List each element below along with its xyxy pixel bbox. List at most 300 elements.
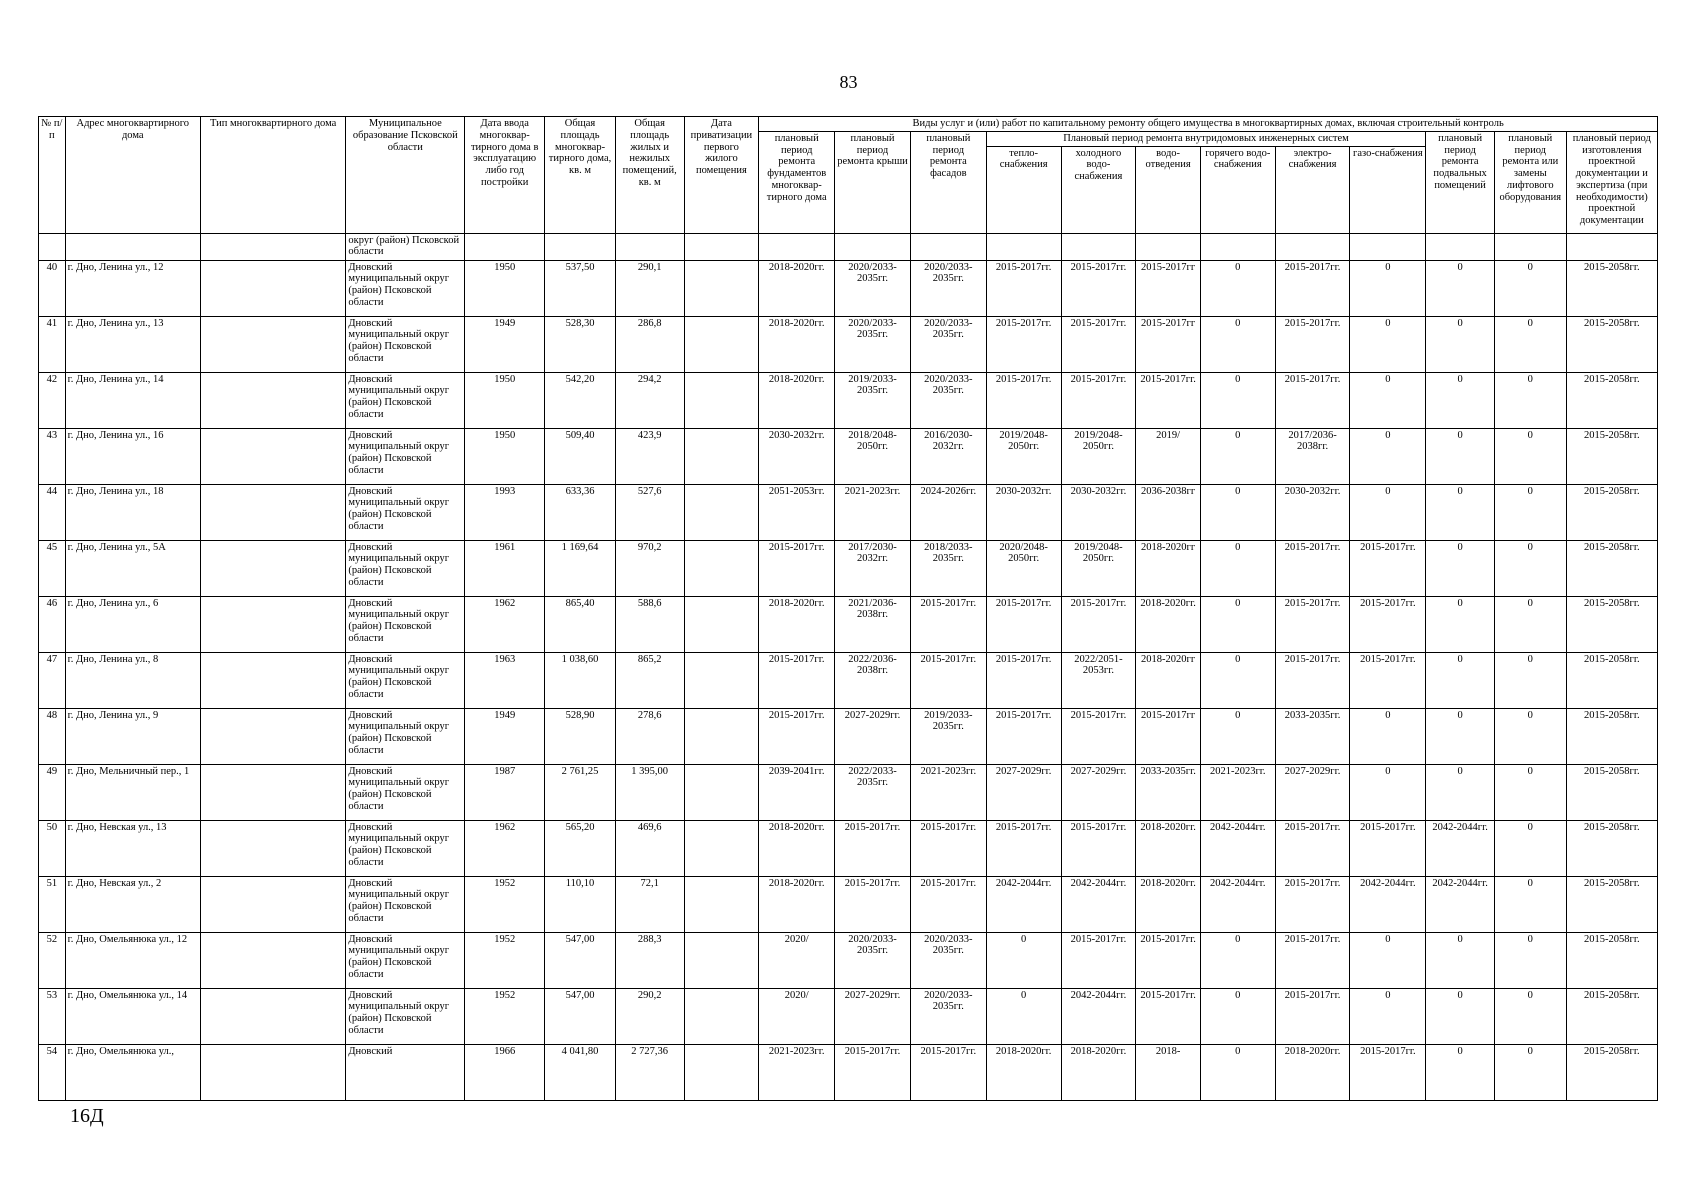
cell-living-area: 278,6	[615, 708, 684, 764]
cell-address: г. Дно, Ленина ул., 13	[65, 316, 200, 372]
cell-address: г. Дно, Ленина ул., 12	[65, 260, 200, 316]
cell-year: 1962	[465, 820, 545, 876]
cell-heat: 0	[986, 988, 1061, 1044]
cell-gas: 0	[1350, 708, 1426, 764]
cell-roof: 2020/2033-2035гг.	[835, 932, 911, 988]
cell-heat: 2015-2017гг.	[986, 596, 1061, 652]
cell-year: 1987	[465, 764, 545, 820]
cell-privatization	[684, 932, 759, 988]
col-gas: газо-снабжения	[1350, 146, 1426, 233]
cell-facade: 2015-2017гг.	[910, 1044, 986, 1100]
cell-lift: 0	[1494, 260, 1566, 316]
cell-facade: 2015-2017гг.	[910, 876, 986, 932]
cell-basement: 0	[1426, 652, 1495, 708]
table-row	[39, 652, 1658, 708]
cell-num: 51	[39, 876, 66, 932]
engineering-group-header: Плановый период ремонта внутридомовых инженерных систем	[986, 131, 1426, 146]
cell-design: 2015-2058гг.	[1566, 876, 1657, 932]
table-row	[39, 372, 1658, 428]
table-row	[39, 484, 1658, 540]
cell-heat: 2019/2048-2050гг.	[986, 428, 1061, 484]
cell-municipality: Дновский муниципальный округ (район) Псковской области	[346, 876, 465, 932]
works-group-header: Виды услуг и (или) работ по капитальному ремонту общего имущества в многоквартирных домах, включая строительный контроль	[759, 117, 1658, 132]
cell-hot-water: 0	[1200, 260, 1275, 316]
cell-address: г. Дно, Ленина ул., 5А	[65, 540, 200, 596]
cell-design: 2015-2058гг.	[1566, 652, 1657, 708]
col-type: Тип многоквартирного дома	[200, 117, 346, 234]
cell-type	[200, 540, 346, 596]
cell-hot-water: 2042-2044гг.	[1200, 876, 1275, 932]
cell-living-area: 970,2	[615, 540, 684, 596]
cell-basement: 2042-2044гг.	[1426, 820, 1495, 876]
table-row	[39, 876, 1658, 932]
cell-num: 41	[39, 316, 66, 372]
cell-facade: 2021-2023гг.	[910, 764, 986, 820]
cell-living-area: 588,6	[615, 596, 684, 652]
cell-roof: 2020/2033-2035гг.	[835, 316, 911, 372]
cell-foundation: 2020/	[759, 932, 835, 988]
cell-electric: 2015-2017гг.	[1275, 372, 1350, 428]
cell-lift: 0	[1494, 596, 1566, 652]
cell-electric: 2015-2017гг.	[1275, 652, 1350, 708]
cell-foundation: 2018-2020гг.	[759, 596, 835, 652]
cell-year: 1962	[465, 596, 545, 652]
cell-gas: 0	[1350, 372, 1426, 428]
cell-roof: 2021/2036-2038гг.	[835, 596, 911, 652]
cell-cold-water: 2015-2017гг.	[1061, 260, 1136, 316]
continuation-municipality: округ (район) Псковской области	[346, 233, 465, 260]
cell-living-area: 2 727,36	[615, 1044, 684, 1100]
cell-heat: 2015-2017гг.	[986, 708, 1061, 764]
cell-num: 40	[39, 260, 66, 316]
cell-electric: 2015-2017гг.	[1275, 260, 1350, 316]
cell-cold-water: 2018-2020гг.	[1061, 1044, 1136, 1100]
cell-facade: 2024-2026гг.	[910, 484, 986, 540]
cell-sewer: 2018-2020гг.	[1136, 820, 1201, 876]
cell-privatization	[684, 428, 759, 484]
table-row	[39, 932, 1658, 988]
cell-sewer: 2018-2020гг	[1136, 540, 1201, 596]
col-facade: плановый период ремонта фасадов	[910, 131, 986, 233]
cell-hot-water: 0	[1200, 708, 1275, 764]
cell-municipality: Дновский муниципальный округ (район) Псковской области	[346, 484, 465, 540]
cell-privatization	[684, 708, 759, 764]
cell-lift: 0	[1494, 988, 1566, 1044]
cell-electric: 2015-2017гг.	[1275, 540, 1350, 596]
cell-municipality: Дновский муниципальный округ (район) Псковской области	[346, 540, 465, 596]
cell-municipality: Дновский муниципальный округ (район) Псковской области	[346, 652, 465, 708]
col-cold-water: холодного водо-снабжения	[1061, 146, 1136, 233]
cell-privatization	[684, 260, 759, 316]
table-row	[39, 316, 1658, 372]
table-row	[39, 988, 1658, 1044]
cell-cold-water: 2015-2017гг.	[1061, 820, 1136, 876]
cell-privatization	[684, 540, 759, 596]
cell-roof: 2015-2017гг.	[835, 876, 911, 932]
cell-municipality: Дновский муниципальный округ (район) Псковской области	[346, 764, 465, 820]
cell-foundation: 2018-2020гг.	[759, 260, 835, 316]
col-municipality: Муниципальное образование Псковской области	[346, 117, 465, 234]
cell-municipality: Дновский муниципальный округ (район) Псковской области	[346, 820, 465, 876]
cell-type	[200, 260, 346, 316]
cell-living-area: 423,9	[615, 428, 684, 484]
cell-address: г. Дно, Невская ул., 2	[65, 876, 200, 932]
table-row	[39, 428, 1658, 484]
cell-roof: 2019/2033-2035гг.	[835, 372, 911, 428]
cell-roof: 2022/2036-2038гг.	[835, 652, 911, 708]
cell-basement: 2042-2044гг.	[1426, 876, 1495, 932]
cell-living-area: 286,8	[615, 316, 684, 372]
cell-lift: 0	[1494, 764, 1566, 820]
cell-cold-water: 2042-2044гг.	[1061, 876, 1136, 932]
cell-facade: 2020/2033-2035гг.	[910, 260, 986, 316]
cell-heat: 2042-2044гг.	[986, 876, 1061, 932]
cell-address: г. Дно, Омельянюка ул., 12	[65, 932, 200, 988]
cell-basement: 0	[1426, 484, 1495, 540]
cell-gas: 2015-2017гг.	[1350, 820, 1426, 876]
cell-cold-water: 2015-2017гг.	[1061, 932, 1136, 988]
cell-num: 48	[39, 708, 66, 764]
cell-basement: 0	[1426, 428, 1495, 484]
cell-gas: 0	[1350, 988, 1426, 1044]
cell-year: 1949	[465, 316, 545, 372]
cell-gas: 0	[1350, 484, 1426, 540]
cell-electric: 2015-2017гг.	[1275, 820, 1350, 876]
cell-facade: 2020/2033-2035гг.	[910, 372, 986, 428]
cell-facade: 2018/2033-2035гг.	[910, 540, 986, 596]
cell-total-area: 110,10	[545, 876, 616, 932]
cell-gas: 2015-2017гг.	[1350, 596, 1426, 652]
cell-type	[200, 484, 346, 540]
cell-roof: 2027-2029гг.	[835, 708, 911, 764]
cell-total-area: 537,50	[545, 260, 616, 316]
cell-year: 1950	[465, 260, 545, 316]
cell-total-area: 509,40	[545, 428, 616, 484]
cell-foundation: 2015-2017гг.	[759, 540, 835, 596]
cell-total-area: 528,90	[545, 708, 616, 764]
cell-cold-water: 2015-2017гг.	[1061, 316, 1136, 372]
cell-type	[200, 876, 346, 932]
cell-facade: 2020/2033-2035гг.	[910, 988, 986, 1044]
cell-privatization	[684, 316, 759, 372]
cell-privatization	[684, 372, 759, 428]
cell-privatization	[684, 596, 759, 652]
cell-municipality: Дновский муниципальный округ (район) Псковской области	[346, 932, 465, 988]
cell-hot-water: 2042-2044гг.	[1200, 820, 1275, 876]
cell-privatization	[684, 1044, 759, 1100]
cell-lift: 0	[1494, 484, 1566, 540]
cell-privatization	[684, 484, 759, 540]
cell-gas: 2015-2017гг.	[1350, 540, 1426, 596]
col-basement: плановый период ремонта подвальных помещений	[1426, 131, 1495, 233]
cell-type	[200, 820, 346, 876]
cell-electric: 2015-2017гг.	[1275, 596, 1350, 652]
cell-privatization	[684, 988, 759, 1044]
continuation-row	[39, 233, 1658, 260]
cell-year: 1961	[465, 540, 545, 596]
col-living-area: Общая площадь жилых и нежилых помещений, кв. м	[615, 117, 684, 234]
cell-gas: 0	[1350, 260, 1426, 316]
cell-total-area: 565,20	[545, 820, 616, 876]
cell-electric: 2030-2032гг.	[1275, 484, 1350, 540]
cell-lift: 0	[1494, 820, 1566, 876]
cell-hot-water: 0	[1200, 540, 1275, 596]
cell-living-area: 294,2	[615, 372, 684, 428]
cell-num: 54	[39, 1044, 66, 1100]
cell-basement: 0	[1426, 1044, 1495, 1100]
cell-electric: 2027-2029гг.	[1275, 764, 1350, 820]
cell-sewer: 2015-2017гг.	[1136, 372, 1201, 428]
cell-municipality: Дновский муниципальный округ (район) Псковской области	[346, 372, 465, 428]
cell-privatization	[684, 764, 759, 820]
cell-year: 1963	[465, 652, 545, 708]
cell-sewer: 2036-2038гг	[1136, 484, 1201, 540]
cell-gas: 0	[1350, 764, 1426, 820]
cell-cold-water: 2042-2044гг.	[1061, 988, 1136, 1044]
cell-electric: 2017/2036-2038гг.	[1275, 428, 1350, 484]
table-body	[39, 233, 1658, 1100]
cell-design: 2015-2058гг.	[1566, 484, 1657, 540]
cell-year: 1949	[465, 708, 545, 764]
cell-municipality: Дновский	[346, 1044, 465, 1100]
cell-year: 1993	[465, 484, 545, 540]
cell-design: 2015-2058гг.	[1566, 372, 1657, 428]
cell-address: г. Дно, Омельянюка ул.,	[65, 1044, 200, 1100]
cell-lift: 0	[1494, 540, 1566, 596]
table-row	[39, 764, 1658, 820]
col-lift: плановый период ремонта или замены лифтового оборудования	[1494, 131, 1566, 233]
cell-hot-water: 0	[1200, 596, 1275, 652]
cell-hot-water: 0	[1200, 932, 1275, 988]
cell-total-area: 865,40	[545, 596, 616, 652]
cell-basement: 0	[1426, 708, 1495, 764]
cell-address: г. Дно, Омельянюка ул., 14	[65, 988, 200, 1044]
cell-sewer: 2015-2017гг	[1136, 316, 1201, 372]
cell-design: 2015-2058гг.	[1566, 988, 1657, 1044]
cell-lift: 0	[1494, 372, 1566, 428]
cell-foundation: 2018-2020гг.	[759, 372, 835, 428]
cell-cold-water: 2015-2017гг.	[1061, 372, 1136, 428]
cell-type	[200, 1044, 346, 1100]
cell-facade: 2020/2033-2035гг.	[910, 932, 986, 988]
table-row	[39, 820, 1658, 876]
cell-address: г. Дно, Ленина ул., 6	[65, 596, 200, 652]
cell-sewer: 2033-2035гг.	[1136, 764, 1201, 820]
cell-electric: 2015-2017гг.	[1275, 988, 1350, 1044]
col-commission-date: Дата ввода многоквар-тирного дома в эксплуатацию либо год постройки	[465, 117, 545, 234]
cell-lift: 0	[1494, 708, 1566, 764]
cell-num: 53	[39, 988, 66, 1044]
cell-gas: 2042-2044гг.	[1350, 876, 1426, 932]
cell-address: г. Дно, Ленина ул., 14	[65, 372, 200, 428]
cell-basement: 0	[1426, 764, 1495, 820]
capital-repair-table	[38, 116, 1658, 1101]
cell-sewer: 2015-2017гг	[1136, 708, 1201, 764]
cell-heat: 2030-2032гг.	[986, 484, 1061, 540]
cell-num: 46	[39, 596, 66, 652]
cell-design: 2015-2058гг.	[1566, 764, 1657, 820]
cell-electric: 2015-2017гг.	[1275, 932, 1350, 988]
footer-code: 16Д	[70, 1105, 104, 1127]
table-row	[39, 596, 1658, 652]
cell-total-area: 633,36	[545, 484, 616, 540]
cell-lift: 0	[1494, 316, 1566, 372]
cell-facade: 2016/2030-2032гг.	[910, 428, 986, 484]
cell-heat: 2015-2017гг.	[986, 260, 1061, 316]
cell-design: 2015-2058гг.	[1566, 428, 1657, 484]
table-row	[39, 540, 1658, 596]
cell-municipality: Дновский муниципальный округ (район) Псковской области	[346, 428, 465, 484]
col-hot-water: горячего водо-снабжения	[1200, 146, 1275, 233]
cell-basement: 0	[1426, 596, 1495, 652]
cell-municipality: Дновский муниципальный округ (район) Псковской области	[346, 988, 465, 1044]
cell-year: 1950	[465, 372, 545, 428]
cell-hot-water: 0	[1200, 484, 1275, 540]
cell-basement: 0	[1426, 260, 1495, 316]
cell-type	[200, 372, 346, 428]
cell-facade: 2015-2017гг.	[910, 652, 986, 708]
cell-design: 2015-2058гг.	[1566, 932, 1657, 988]
cell-lift: 0	[1494, 1044, 1566, 1100]
cell-gas: 0	[1350, 428, 1426, 484]
cell-total-area: 542,20	[545, 372, 616, 428]
cell-living-area: 865,2	[615, 652, 684, 708]
cell-year: 1952	[465, 932, 545, 988]
cell-lift: 0	[1494, 876, 1566, 932]
cell-privatization	[684, 820, 759, 876]
cell-living-area: 1 395,00	[615, 764, 684, 820]
col-roof: плановый период ремонта крыши	[835, 131, 911, 233]
cell-type	[200, 596, 346, 652]
cell-foundation: 2030-2032гг.	[759, 428, 835, 484]
cell-design: 2015-2058гг.	[1566, 540, 1657, 596]
cell-hot-water: 0	[1200, 1044, 1275, 1100]
cell-gas: 0	[1350, 316, 1426, 372]
cell-design: 2015-2058гг.	[1566, 260, 1657, 316]
cell-sewer: 2015-2017гг.	[1136, 988, 1201, 1044]
cell-lift: 0	[1494, 652, 1566, 708]
cell-foundation: 2039-2041гг.	[759, 764, 835, 820]
cell-gas: 2015-2017гг.	[1350, 1044, 1426, 1100]
cell-heat: 2015-2017гг.	[986, 652, 1061, 708]
cell-num: 47	[39, 652, 66, 708]
cell-electric: 2015-2017гг.	[1275, 876, 1350, 932]
cell-num: 43	[39, 428, 66, 484]
cell-num: 52	[39, 932, 66, 988]
cell-num: 44	[39, 484, 66, 540]
cell-address: г. Дно, Ленина ул., 18	[65, 484, 200, 540]
cell-hot-water: 0	[1200, 316, 1275, 372]
table-row	[39, 260, 1658, 316]
cell-cold-water: 2019/2048-2050гг.	[1061, 428, 1136, 484]
cell-facade: 2015-2017гг.	[910, 596, 986, 652]
cell-total-area: 547,00	[545, 988, 616, 1044]
cell-year: 1952	[465, 988, 545, 1044]
cell-year: 1950	[465, 428, 545, 484]
cell-heat: 2015-2017гг.	[986, 316, 1061, 372]
cell-cold-water: 2015-2017гг.	[1061, 708, 1136, 764]
cell-electric: 2033-2035гг.	[1275, 708, 1350, 764]
cell-cold-water: 2030-2032гг.	[1061, 484, 1136, 540]
cell-foundation: 2051-2053гг.	[759, 484, 835, 540]
cell-type	[200, 708, 346, 764]
cell-address: г. Дно, Мельничный пер., 1	[65, 764, 200, 820]
cell-sewer: 2015-2017гг.	[1136, 932, 1201, 988]
cell-hot-water: 0	[1200, 372, 1275, 428]
cell-heat: 2015-2017гг.	[986, 372, 1061, 428]
cell-foundation: 2015-2017гг.	[759, 652, 835, 708]
col-heat: тепло-снабжения	[986, 146, 1061, 233]
cell-total-area: 1 169,64	[545, 540, 616, 596]
cell-type	[200, 764, 346, 820]
cell-living-area: 288,3	[615, 932, 684, 988]
cell-type	[200, 652, 346, 708]
cell-total-area: 4 041,80	[545, 1044, 616, 1100]
cell-heat: 2027-2029гг.	[986, 764, 1061, 820]
table-row	[39, 708, 1658, 764]
cell-gas: 2015-2017гг.	[1350, 652, 1426, 708]
page-number: 83	[839, 72, 858, 92]
table-row	[39, 1044, 1658, 1100]
cell-roof: 2027-2029гг.	[835, 988, 911, 1044]
cell-address: г. Дно, Ленина ул., 8	[65, 652, 200, 708]
cell-roof: 2015-2017гг.	[835, 820, 911, 876]
cell-basement: 0	[1426, 540, 1495, 596]
cell-living-area: 527,6	[615, 484, 684, 540]
cell-type	[200, 316, 346, 372]
cell-roof: 2022/2033-2035гг.	[835, 764, 911, 820]
cell-year: 1966	[465, 1044, 545, 1100]
cell-type	[200, 428, 346, 484]
cell-hot-water: 0	[1200, 988, 1275, 1044]
col-total-area: Общая площадь многоквар-тирного дома, кв. м	[545, 117, 616, 234]
cell-total-area: 1 038,60	[545, 652, 616, 708]
cell-address: г. Дно, Ленина ул., 16	[65, 428, 200, 484]
cell-sewer: 2015-2017гг	[1136, 260, 1201, 316]
cell-living-area: 290,2	[615, 988, 684, 1044]
cell-electric: 2018-2020гг.	[1275, 1044, 1350, 1100]
col-privatization-date: Дата приватизации первого жилого помещения	[684, 117, 759, 234]
cell-facade: 2020/2033-2035гг.	[910, 316, 986, 372]
cell-lift: 0	[1494, 428, 1566, 484]
cell-address: г. Дно, Ленина ул., 9	[65, 708, 200, 764]
cell-living-area: 469,6	[615, 820, 684, 876]
cell-year: 1952	[465, 876, 545, 932]
cell-gas: 0	[1350, 932, 1426, 988]
cell-sewer: 2018-2020гг.	[1136, 876, 1201, 932]
cell-type	[200, 988, 346, 1044]
col-foundation: плановый период ремонта фундаментов многоквар-тирного дома	[759, 131, 835, 233]
cell-design: 2015-2058гг.	[1566, 708, 1657, 764]
cell-total-area: 2 761,25	[545, 764, 616, 820]
cell-municipality: Дновский муниципальный округ (район) Псковской области	[346, 596, 465, 652]
cell-sewer: 2018-2020гг.	[1136, 596, 1201, 652]
cell-cold-water: 2022/2051-2053гг.	[1061, 652, 1136, 708]
cell-num: 45	[39, 540, 66, 596]
cell-sewer: 2018-	[1136, 1044, 1201, 1100]
cell-basement: 0	[1426, 988, 1495, 1044]
col-address: Адрес многоквартирного дома	[65, 117, 200, 234]
cell-roof: 2021-2023гг.	[835, 484, 911, 540]
cell-design: 2015-2058гг.	[1566, 316, 1657, 372]
cell-foundation: 2021-2023гг.	[759, 1044, 835, 1100]
cell-heat: 2015-2017гг.	[986, 820, 1061, 876]
cell-cold-water: 2015-2017гг.	[1061, 596, 1136, 652]
cell-heat: 2020/2048-2050гг.	[986, 540, 1061, 596]
cell-address: г. Дно, Невская ул., 13	[65, 820, 200, 876]
cell-foundation: 2018-2020гг.	[759, 820, 835, 876]
cell-living-area: 290,1	[615, 260, 684, 316]
